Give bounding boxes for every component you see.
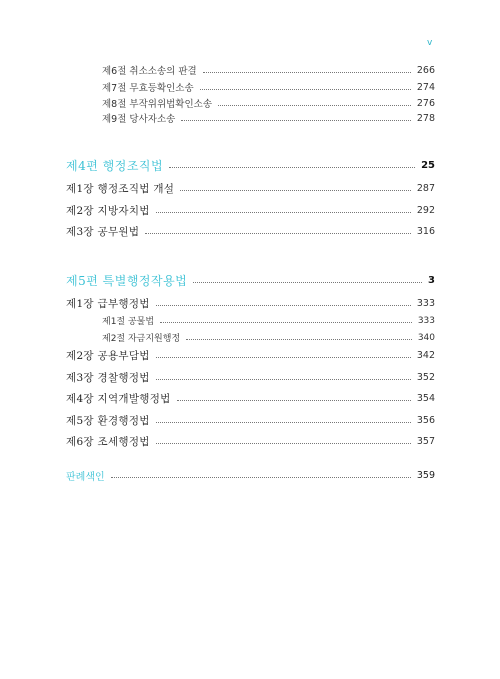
leader-dots (156, 305, 411, 306)
leader-dots (181, 120, 411, 121)
toc-entry-page: 354 (416, 393, 435, 404)
toc-index-label: 판례색인 (66, 472, 105, 483)
toc-entry-section[interactable] (102, 111, 435, 125)
toc-entry-label: 제9절 당사자소송 (102, 114, 176, 125)
toc-entry-page: 292 (416, 205, 435, 216)
leader-dots (186, 339, 412, 340)
toc-entry-page: 266 (416, 64, 435, 76)
toc-entry-label: 제6절 취소소송의 판결 (102, 66, 197, 77)
leader-dots (200, 89, 411, 90)
toc-part-label: 제4편 행정조직법 (66, 159, 164, 173)
toc-entry-label: 제2절 자금지원행정 (102, 334, 181, 344)
toc-entry-chapter[interactable] (66, 181, 435, 196)
toc-index-page: 359 (416, 470, 435, 481)
toc-entry-page: 356 (416, 415, 435, 426)
toc-part-page: 3 (428, 275, 435, 286)
leader-dots (180, 190, 411, 191)
leader-dots (145, 233, 411, 234)
leader-dots (156, 379, 411, 380)
toc-part-label: 제5편 특별행정작용법 (66, 274, 188, 288)
toc-entry-section[interactable] (102, 80, 435, 94)
toc-entry-section[interactable] (102, 63, 435, 77)
toc-entry-label: 제1장 행정조직법 개설 (66, 183, 175, 195)
toc-entry-section[interactable] (102, 314, 435, 327)
leader-dots (156, 357, 411, 358)
toc-entry-chapter[interactable] (66, 413, 435, 428)
toc-index-entry[interactable] (66, 468, 435, 483)
leader-dots (156, 422, 411, 423)
leader-dots (160, 322, 412, 323)
toc-entry-label: 제6장 조세행정법 (66, 436, 150, 448)
toc-entry-chapter[interactable] (66, 348, 435, 363)
toc-entry-section[interactable] (102, 331, 435, 344)
leader-dots (169, 167, 415, 168)
toc-entry-label: 제5장 환경행정법 (66, 415, 150, 427)
toc-entry-page: 316 (416, 226, 435, 237)
toc-entry-label: 제1장 급부행정법 (66, 298, 150, 310)
leader-dots (177, 400, 411, 401)
toc-entry-chapter[interactable] (66, 203, 435, 218)
toc-entry-label: 제7절 무효등확인소송 (102, 83, 194, 94)
toc-entry-label: 제8절 부작위위법확인소송 (102, 99, 213, 110)
toc-entry-chapter[interactable] (66, 296, 435, 311)
toc-entry-label: 제3장 경찰행정법 (66, 372, 150, 384)
toc-part-heading[interactable] (66, 272, 435, 289)
toc-entry-page: 342 (416, 350, 435, 361)
toc-entry-chapter[interactable] (66, 370, 435, 385)
leader-dots (203, 72, 411, 73)
toc-entry-chapter[interactable] (66, 391, 435, 406)
page-number: v (427, 38, 433, 48)
toc-entry-page: 340 (417, 332, 435, 343)
leader-dots (156, 443, 411, 444)
toc-entry-chapter[interactable] (66, 224, 435, 239)
leader-dots (193, 282, 422, 283)
toc-entry-page: 278 (416, 112, 435, 124)
toc-entry-page: 333 (416, 298, 435, 309)
leader-dots (218, 105, 411, 106)
toc-entry-label: 제2장 지방자치법 (66, 205, 150, 217)
toc-entry-page: 274 (416, 81, 435, 93)
toc-entry-chapter[interactable] (66, 434, 435, 449)
toc-part-heading[interactable] (66, 157, 435, 174)
toc-part-page: 25 (421, 160, 435, 171)
toc-entry-page: 276 (416, 97, 435, 109)
toc-entry-label: 제1절 공물법 (102, 317, 155, 327)
leader-dots (111, 477, 411, 478)
toc-entry-page: 357 (416, 436, 435, 447)
toc-entry-label: 제2장 공용부담법 (66, 350, 150, 362)
toc-entry-label: 제4장 지역개발행정법 (66, 393, 171, 405)
toc-entry-section[interactable] (102, 96, 435, 110)
toc-entry-page: 352 (416, 372, 435, 383)
toc-entry-label: 제3장 공무원법 (66, 226, 140, 238)
toc-entry-page: 333 (417, 315, 435, 326)
toc-entry-page: 287 (416, 183, 435, 194)
leader-dots (156, 212, 411, 213)
